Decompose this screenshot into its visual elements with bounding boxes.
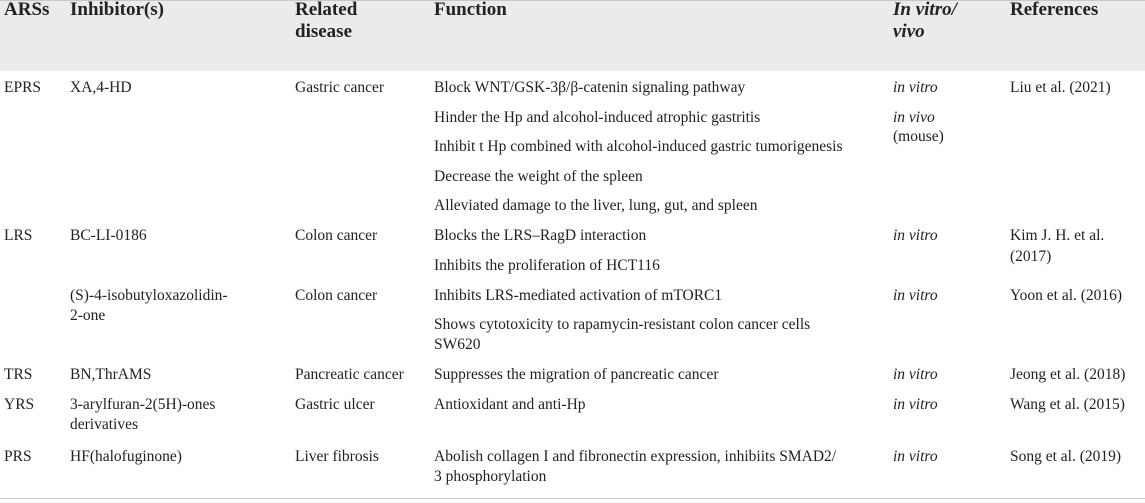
header-function: Function: [434, 0, 507, 20]
cell-reference: Yoon et al. (2016): [1010, 287, 1123, 304]
header-ars: ARSs: [4, 0, 50, 20]
cell-study: in vitro: [893, 227, 938, 244]
header-disease-line2: disease: [295, 21, 352, 42]
cell-reference: Wang et al. (2015): [1010, 396, 1125, 413]
cell-function: Inhibits LRS-mediated activation of mTORC1: [434, 287, 723, 304]
cell-ars: PRS: [4, 448, 32, 465]
cell-function: Block WNT/GSK-3β/β-catenin signaling pathway: [434, 79, 746, 96]
cell-inhibitor: BN,ThrAMS: [70, 366, 152, 383]
cell-inhibitor: BC-LI-0186: [70, 227, 147, 244]
cell-reference: Liu et al. (2021): [1010, 79, 1111, 96]
cell-inhibitor: 2-one: [70, 307, 106, 324]
cell-reference: Jeong et al. (2018): [1010, 366, 1126, 383]
cell-function: SW620: [434, 336, 481, 353]
header-invitro-line2: vivo: [893, 21, 925, 42]
cell-function: Hinder the Hp and alcohol-induced atrophic gastritis: [434, 109, 761, 126]
header-references: References: [1010, 0, 1099, 20]
cell-function: Suppresses the migration of pancreatic cancer: [434, 366, 719, 383]
cell-inhibitor: XA,4-HD: [70, 79, 132, 96]
cell-reference: Kim J. H. et al.: [1010, 227, 1105, 244]
cell-reference: (2017): [1010, 248, 1052, 265]
cell-ars: YRS: [4, 396, 35, 413]
cell-ars: LRS: [4, 227, 33, 244]
table-bottom-rule: [0, 498, 1145, 499]
cell-study: (mouse): [893, 128, 944, 145]
cell-study: in vivo: [893, 109, 935, 126]
cell-function: Blocks the LRS–RagD interaction: [434, 227, 647, 244]
cell-study: in vitro: [893, 79, 938, 96]
cell-disease: Liver fibrosis: [295, 448, 379, 465]
cell-study: in vitro: [893, 396, 938, 413]
cell-ars: TRS: [4, 366, 33, 383]
cell-study: in vitro: [893, 287, 938, 304]
cell-inhibitor: (S)-4-isobutyloxazolidin-: [70, 287, 228, 304]
cell-study: in vitro: [893, 366, 938, 383]
cell-function: Abolish collagen I and fibronectin expression, inhibiits SMAD2/: [434, 448, 837, 465]
cell-inhibitor: 3-arylfuran-2(5H)-ones: [70, 396, 216, 413]
cell-inhibitor: HF(halofuginone): [70, 448, 182, 465]
header-inhibitor: Inhibitor(s): [70, 0, 164, 20]
cell-function: 3 phosphorylation: [434, 468, 547, 485]
cell-disease: Colon cancer: [295, 227, 378, 244]
cell-disease: Colon cancer: [295, 287, 378, 304]
cell-function: Antioxidant and anti-Hp: [434, 396, 586, 413]
cell-function: Alleviated damage to the liver, lung, gut, and spleen: [434, 197, 758, 214]
cell-disease: Pancreatic cancer: [295, 366, 404, 383]
header-disease-line1: Related: [295, 0, 358, 20]
cell-disease: Gastric ulcer: [295, 396, 375, 413]
header-invitro-line1: In vitro/: [893, 0, 957, 20]
cell-ars: EPRS: [4, 79, 42, 96]
cell-inhibitor: derivatives: [70, 416, 139, 433]
cell-function: Shows cytotoxicity to rapamycin-resistant colon cancer cells: [434, 316, 811, 333]
table-header: [0, 0, 1145, 71]
cell-reference: Song et al. (2019): [1010, 448, 1122, 465]
cell-function: Inhibit t Hp combined with alcohol-induced gastric tumorigenesis: [434, 138, 843, 155]
cell-disease: Gastric cancer: [295, 79, 385, 96]
cell-study: in vitro: [893, 448, 938, 465]
cell-function: Inhibits the proliferation of HCT116: [434, 257, 660, 274]
cell-function: Decrease the weight of the spleen: [434, 168, 643, 185]
